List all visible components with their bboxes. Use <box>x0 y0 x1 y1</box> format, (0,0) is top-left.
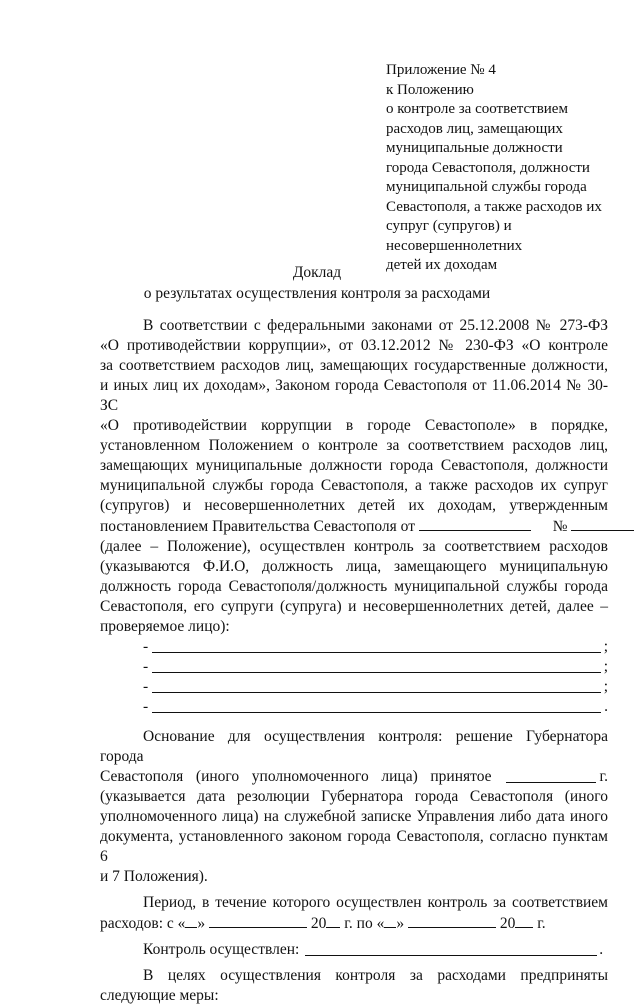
list-item <box>100 637 608 657</box>
text-line: должность города Севастополя/должность муниципальной службы города <box>100 578 608 595</box>
controller-blank[interactable] <box>305 954 597 956</box>
list-dash: - <box>143 678 149 695</box>
annex-line: детей их доходам <box>386 257 498 273</box>
text-line: замещающих муниципальные должности города Севастополя, должности <box>100 457 608 474</box>
end-month-blank[interactable] <box>408 913 496 928</box>
annex-block <box>386 61 626 276</box>
list-item <box>100 697 608 717</box>
number-sign: № <box>552 518 568 535</box>
text-line: В целях осуществления контроля за расходами предприняты <box>143 967 608 984</box>
text-line: (далее – Положение), осуществлен контроль за соответствием расходов <box>100 538 608 555</box>
text-fragment: постановлением Правительства Севастополя от <box>100 518 415 535</box>
text-fragment: г. <box>599 768 608 785</box>
report-body <box>100 316 608 1006</box>
annex-line: муниципальной службы города <box>386 179 587 195</box>
inspected-persons-list <box>100 637 608 717</box>
measures-paragraph <box>100 966 608 1006</box>
text-line <box>100 913 608 934</box>
decision-date-blank[interactable] <box>506 781 596 783</box>
document-title: Доклад <box>292 264 342 281</box>
control-line <box>100 940 608 960</box>
annex-line: города Севастополя, должности <box>386 159 590 176</box>
basis-paragraph <box>100 727 608 887</box>
annex-line: муниципальные должности <box>386 140 563 156</box>
list-end-mark: . <box>604 698 608 715</box>
intro-paragraph <box>100 316 608 637</box>
text-line <box>100 767 608 787</box>
list-item <box>100 677 608 697</box>
list-dash: - <box>143 698 149 715</box>
text-fragment: Севастополя (иного уполномоченного лица) принятое <box>100 768 492 785</box>
text-line: документа, установленного законом города Севастополя, согласно пунктам 6 <box>100 828 608 865</box>
start-day-blank[interactable] <box>185 913 197 928</box>
number-blank[interactable] <box>571 516 634 531</box>
period-paragraph <box>100 893 608 934</box>
list-end-mark: ; <box>603 678 608 695</box>
text-line: «О противодействии коррупции», от 03.12.2012 № 230-ФЗ «О контроле <box>100 337 608 354</box>
text-line: (супругов) и несовершеннолетних детей их доходам, утвержденным <box>100 497 608 514</box>
start-year-blank[interactable] <box>326 913 340 928</box>
fill-line[interactable] <box>152 711 601 713</box>
fill-line[interactable] <box>152 651 601 653</box>
text-line: муниципальной службы города Севастополя, а также расходов их супруг <box>100 477 608 494</box>
text-fragment: » <box>197 915 206 932</box>
date-blank[interactable] <box>419 516 531 531</box>
text-line: установленном Положением о контроле за соответствием расходов лиц, <box>100 437 608 454</box>
control-label: Контроль осуществлен: <box>143 941 300 958</box>
document-subtitle: о результатах осуществления контроля за расходами <box>143 285 491 302</box>
list-end-mark: ; <box>603 638 608 655</box>
text-fragment: г. по « <box>344 915 385 932</box>
end-year-blank[interactable] <box>515 913 533 928</box>
annex-line: расходов лиц, замещающих <box>386 120 563 137</box>
annex-line: Приложение № 4 <box>386 62 496 78</box>
text-line: следующие меры: <box>100 987 219 1004</box>
start-month-blank[interactable] <box>209 913 307 928</box>
annex-line: несовершеннолетних <box>386 237 523 254</box>
text-fragment: » <box>396 915 405 932</box>
text-line: уполномоченного лица) на служебной записке Управления либо дата иного <box>100 808 608 825</box>
text-line: Период, в течение которого осуществлен контроль за соответствием <box>143 894 608 911</box>
text-line: и 7 Положения). <box>100 868 208 885</box>
list-dash: - <box>143 638 149 655</box>
text-fragment: расходов: с « <box>100 915 186 932</box>
text-line: за соответствием расходов лиц, замещающих государственные должности, <box>100 357 608 374</box>
text-line: Севастополя, его супруги (супруга) и несовершеннолетних детей, далее – <box>100 598 608 615</box>
list-dash: - <box>143 658 149 675</box>
text-line: В соответствии с федеральными законами от 25.12.2008 № 273-ФЗ <box>143 317 608 334</box>
text-fragment: 20 <box>499 915 516 932</box>
text-line: проверяемое лицо): <box>100 618 230 635</box>
text-line: Основание для осуществления контроля: решение Губернатора города <box>100 728 608 765</box>
text-fragment: 20 <box>310 915 327 932</box>
fill-line[interactable] <box>152 691 601 693</box>
text-fragment: . <box>599 941 604 958</box>
text-line: и иных лиц их доходам», Законом города Севастополя от 11.06.2014 № 30-ЗС <box>100 377 608 414</box>
text-line <box>100 516 608 537</box>
text-line: (указывается дата резолюции Губернатора города Севастополя (иного <box>100 788 608 805</box>
annex-line: к Положению <box>386 81 474 98</box>
text-fragment: г. <box>537 915 546 932</box>
annex-line: супруг (супругов) и <box>386 218 512 234</box>
fill-line[interactable] <box>152 671 601 673</box>
text-line: «О противодействии коррупции в городе Севастополе» в порядке, <box>100 417 608 434</box>
annex-line: Севастополя, а также расходов их <box>386 198 602 215</box>
list-item <box>100 657 608 677</box>
text-line: (указываются Ф.И.О, должность лица, замещающего муниципальную <box>100 558 608 575</box>
end-day-blank[interactable] <box>384 913 396 928</box>
list-end-mark: ; <box>603 658 608 675</box>
annex-line: о контроле за соответствием <box>386 101 568 117</box>
